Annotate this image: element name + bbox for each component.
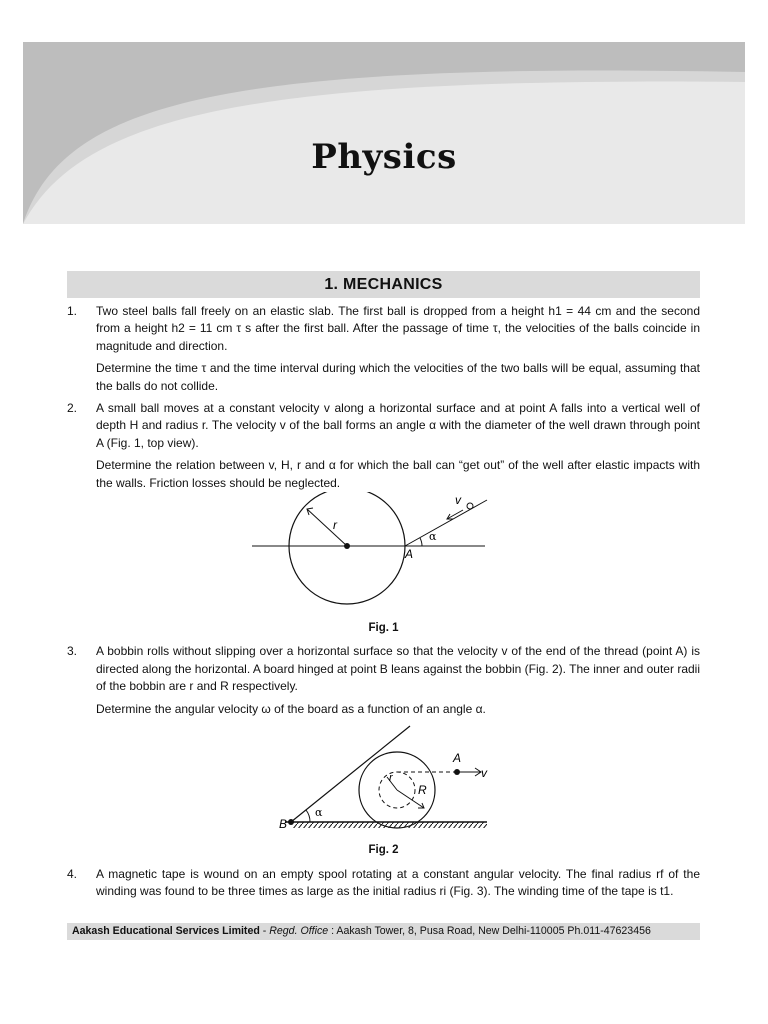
question-number: 4. <box>67 866 78 881</box>
question-1-text: Two steel balls fall freely on an elastic slab. The first ball is dropped from a height h1 = 44 cm and the second from a height h2 = 11 cm τ s after the first ball. After the passage of time τ, the velocities of the balls coincide in magnitude and direction. <box>96 304 700 353</box>
label-A: A <box>405 547 414 562</box>
question-4-text: A magnetic tape is wound on an empty spool rotating at a constant angular velocity. The final radius rf of the winding was found to be three times as large as the initial radius ri (Fig. 3). The winding time of the tape is t1. <box>96 866 700 898</box>
question-1 <box>67 303 700 395</box>
label-r: r <box>389 772 393 785</box>
figure-2 <box>67 722 700 842</box>
question-list <box>67 303 700 900</box>
question-3 <box>67 643 700 718</box>
question-2 <box>67 400 700 492</box>
figure-2-diagram <box>67 722 700 842</box>
radius-line <box>307 509 347 546</box>
question-number: 2. <box>67 401 78 416</box>
page-footer <box>67 923 700 940</box>
label-B: B <box>279 817 288 832</box>
label-R: R <box>418 783 427 798</box>
question-1-task: Determine the time τ and the time interval during which the velocities of the two balls will be equal, assuming that the balls do not collide. <box>96 361 700 393</box>
figure-1-caption: Fig. 1 <box>368 622 399 635</box>
question-3-text: A bobbin rolls without slipping over a horizontal surface so that the velocity v of the end of the thread (point A) is directed along the horizontal. A board hinged at point B leans against the bobbin (Fig. 2). The inner and outer radii of the bobbin are r and R respectively. <box>96 644 700 694</box>
page-title: Physics <box>311 137 457 177</box>
label-r: r <box>333 518 337 533</box>
angle-arc <box>420 538 422 546</box>
footer-address: : Aakash Tower, 8, Pusa Road, New Delhi-110005 Ph.011-47623456 <box>328 925 651 937</box>
label-alpha: α <box>315 806 323 820</box>
footer-separator: - <box>259 925 270 937</box>
angle-arc <box>306 810 310 822</box>
velocity-path <box>405 500 487 546</box>
figure-1-diagram <box>67 492 700 620</box>
hinge-B <box>288 819 294 825</box>
label-alpha: α <box>429 530 437 544</box>
figure-1 <box>67 492 700 622</box>
label-v: v <box>455 493 461 508</box>
question-number: 3. <box>67 644 78 659</box>
label-v: v <box>481 766 487 781</box>
question-number: 1. <box>67 304 78 318</box>
ball-marker <box>467 503 473 509</box>
footer-company: Aakash Educational Services Limited <box>72 925 260 937</box>
banner-swoosh <box>23 42 745 224</box>
question-3-task: Determine the angular velocity ω of the board as a function of an angle α. <box>96 701 486 716</box>
question-4 <box>67 866 700 901</box>
section-heading: 1. MECHANICS <box>67 271 700 298</box>
figure-2-caption: Fig. 2 <box>368 844 399 857</box>
header-banner <box>23 42 745 224</box>
question-2-text: A small ball moves at a constant velocity v along a horizontal surface and at point A falls into a vertical well of depth H and radius r. The velocity v of the ball forms an angle α with the diameter of the well drawn through point A (Fig. 1, top view). <box>96 401 700 450</box>
footer-regd-label: Regd. Office <box>269 925 329 937</box>
label-A: A <box>453 751 462 766</box>
question-2-task: Determine the relation between v, H, r and α for which the ball can “get out” of the well after elastic impacts with the walls. Friction losses should be neglected. <box>96 458 700 490</box>
